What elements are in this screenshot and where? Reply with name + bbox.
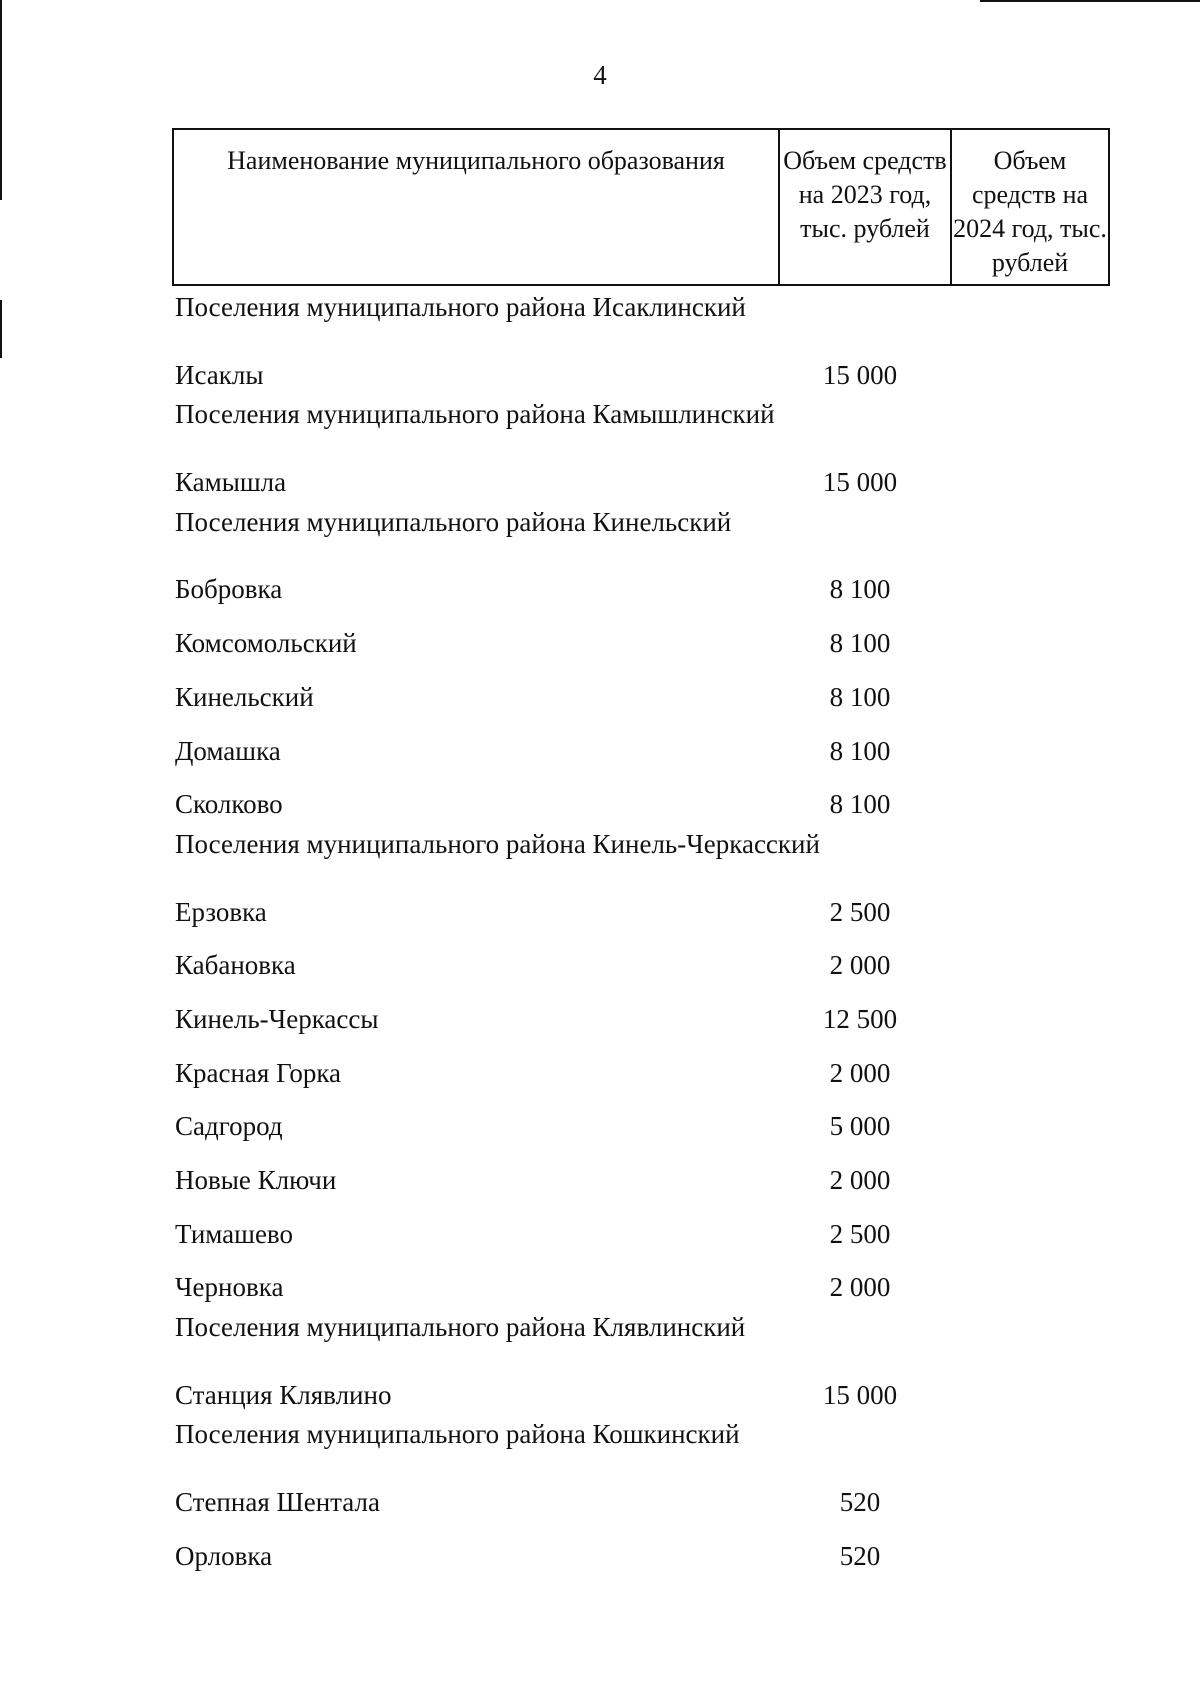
settlement-row [0,1469,1200,1523]
district-group-row [0,825,1200,879]
district-group-label: Поселения муниципального района Клявлинский [175,1312,746,1343]
settlement-name: Кинель-Черкассы [175,1003,379,1034]
volume-2023-value: 8 100 [829,574,891,605]
volume-2023-value: 520 [839,1487,881,1518]
settlement-name: Новые Ключи [175,1165,337,1195]
settlement-row [0,771,1200,825]
settlement-name: Комсомольский [175,628,357,659]
settlement-name: Домашка [175,735,281,766]
volume-2023-value: 2 000 [829,1165,891,1195]
volume-2023-value: 2 000 [829,1057,891,1088]
settlement-row [0,986,1200,1040]
district-group-row [0,288,1200,342]
header-volume-2023: Объем средств на 2023 год, тыс. рублей [780,130,952,284]
settlement-name: Камышла [175,467,287,498]
settlement-name: Станция Клявлино [175,1379,392,1410]
volume-2023-value: 15 000 [822,359,898,390]
settlement-name: Кабановка [175,950,296,981]
settlement-name: Садгород [175,1111,283,1142]
scan-edge-line-top-right [980,0,1200,2]
table-body [0,288,1200,1577]
settlement-row [0,1254,1200,1308]
district-group-label: Поселения муниципального района Кинельский [175,506,732,537]
volume-2023-value: 12 500 [822,1003,898,1034]
settlement-row [0,879,1200,933]
volume-2023-value: 2 000 [829,950,891,981]
settlement-name: Кинельский [175,681,314,712]
volume-2023-value: 8 100 [829,628,891,659]
header-municipality-name: Наименование муниципального образования [174,130,780,284]
settlement-row [0,932,1200,986]
settlement-row [0,449,1200,503]
settlement-name: Исаклы [175,359,264,390]
district-group-label: Поселения муниципального района Кошкинский [175,1419,740,1450]
settlement-name: Тимашево [175,1218,293,1249]
district-group-row [0,503,1200,557]
settlement-row [0,1523,1200,1577]
district-group-row [0,1415,1200,1469]
district-group-label: Поселения муниципального района Камышлинский [175,399,775,430]
settlement-row [0,664,1200,718]
volume-2023-value: 2 500 [829,896,891,927]
district-group-label: Поселения муниципального района Исаклинский [175,292,746,322]
volume-2023-value: 8 100 [829,789,891,820]
header-volume-2024: Объем средств на 2024 год, тыс. рублей [953,146,1107,277]
settlement-name: Красная Горка [175,1057,342,1088]
settlement-row [0,610,1200,664]
scan-margin-line-top [0,0,2,200]
settlement-name: Бобровка [175,574,283,605]
volume-2023-value: 15 000 [822,467,898,498]
volume-2023-value: 2 500 [829,1218,891,1249]
district-group-row [0,395,1200,449]
volume-2023-value: 15 000 [822,1379,898,1410]
settlement-name: Орловка [175,1540,273,1571]
settlement-row [0,1093,1200,1147]
page-number: 4 [593,60,607,90]
volume-2023-value: 520 [839,1540,881,1571]
district-group-label: Поселения муниципального района Кинель-Черкасский [175,828,820,859]
settlement-row [0,1362,1200,1416]
settlement-name: Степная Шентала [175,1487,380,1518]
settlement-name: Сколково [175,789,283,820]
volume-2023-value: 5 000 [829,1111,891,1142]
volume-2023-value: 8 100 [829,735,891,766]
settlement-name: Черновка [175,1272,284,1303]
district-group-row [0,1308,1200,1362]
settlement-row [0,1040,1200,1094]
settlement-row [0,1147,1200,1201]
settlement-name: Ерзовка [175,896,267,927]
settlement-row [0,1201,1200,1255]
volume-2023-value: 8 100 [829,681,891,712]
settlement-row [0,342,1200,396]
volume-2023-value: 2 000 [829,1272,891,1303]
table-header [172,128,1110,286]
settlement-row [0,556,1200,610]
settlement-row [0,718,1200,772]
